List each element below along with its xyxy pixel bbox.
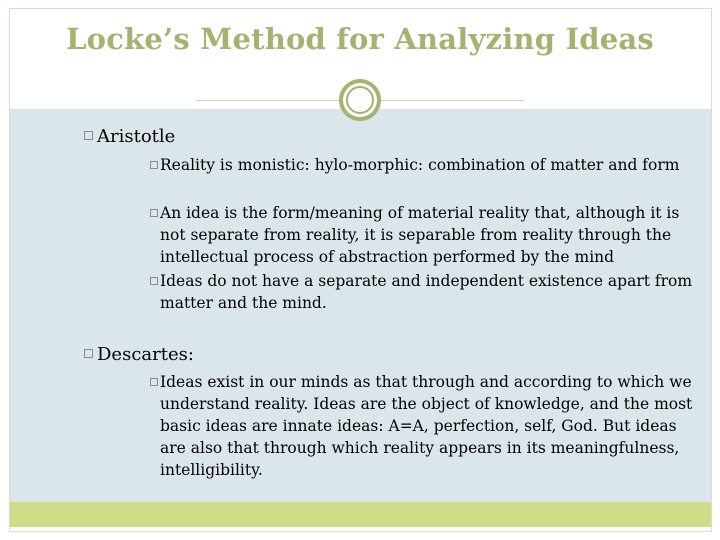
list-item-text: Ideas exist in our minds as that through and according to which we understand reality. Ideas are the object of knowledge, and the most basic ideas are innate ideas: A=A, perfection, self, God. But ideas are also that through which reality appears in its meaningfulness, intelligibility. bbox=[160, 373, 693, 479]
list-item-text: An idea is the form/meaning of material reality that, although it is not separate from reality, it is separable from reality through the intellectual process of abstraction performed by the mind bbox=[160, 204, 680, 266]
footer-bar bbox=[10, 502, 711, 527]
bullet-box-icon bbox=[150, 277, 158, 285]
section-heading-text: Aristotle bbox=[97, 126, 176, 147]
list-item bbox=[150, 154, 700, 176]
bullet-box-icon bbox=[150, 161, 158, 169]
list-item bbox=[150, 202, 700, 268]
bullet-box-icon bbox=[84, 349, 93, 358]
circle-ornament-icon bbox=[339, 79, 381, 121]
section-heading-text: Descartes: bbox=[97, 344, 194, 365]
list-item-text: Reality is monistic: hylo-morphic: combination of matter and form bbox=[160, 156, 680, 174]
bullet-box-icon bbox=[150, 378, 158, 386]
section-heading-descartes bbox=[84, 344, 194, 365]
bullet-box-icon bbox=[84, 131, 93, 140]
slide-title: Locke’s Method for Analyzing Ideas bbox=[66, 22, 654, 56]
list-item bbox=[150, 371, 700, 481]
list-item-text: Ideas do not have a separate and independent existence apart from matter and the mind. bbox=[160, 272, 693, 312]
section-heading-aristotle bbox=[84, 126, 175, 147]
list-item bbox=[150, 270, 700, 314]
bullet-box-icon bbox=[150, 209, 158, 217]
